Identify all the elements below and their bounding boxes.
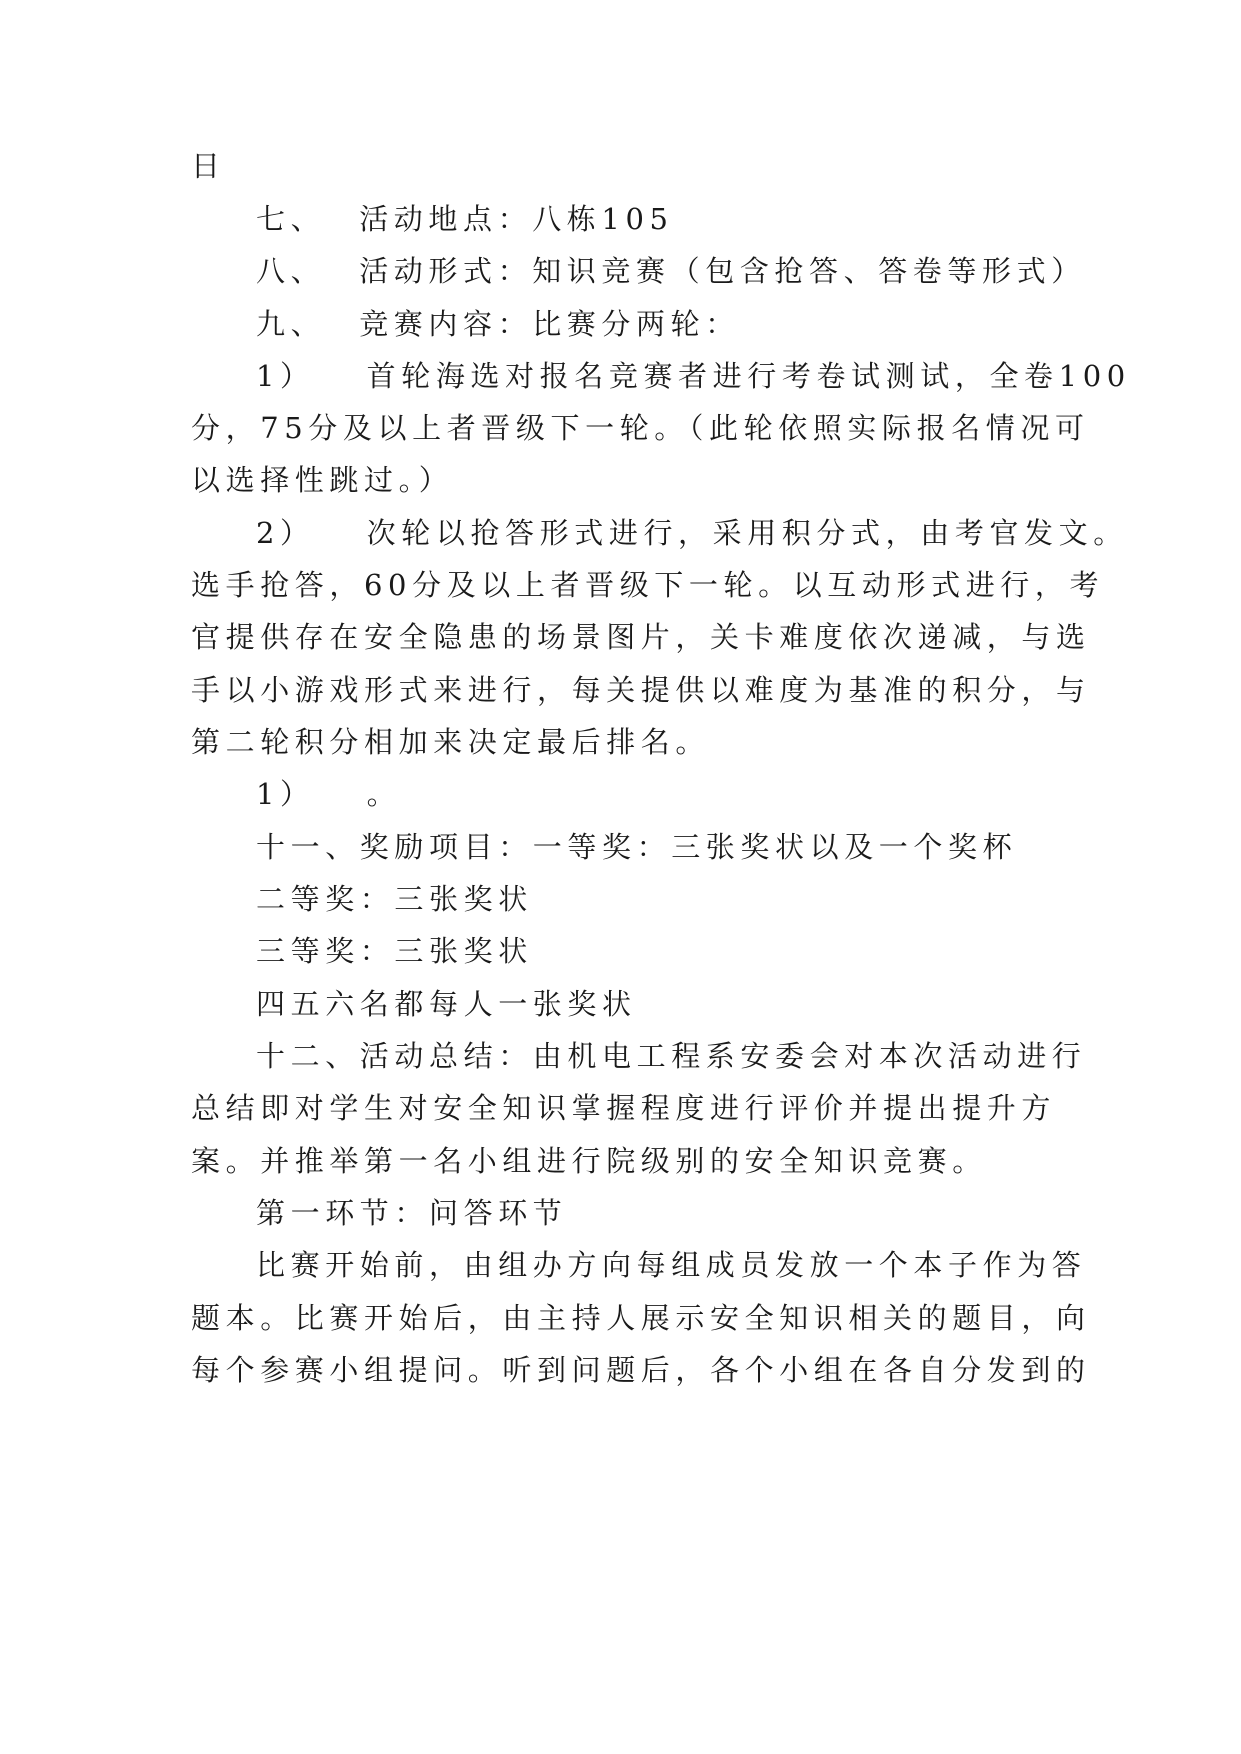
section-11: 十一、奖励项目：一等奖：三张奖状以及一个奖杯 (256, 830, 1018, 864)
prize-fourth-to-sixth: 四五六名都每人一张奖状 (256, 987, 637, 1021)
round-2-line-3: 官提供存在安全隐患的场景图片，关卡难度依次递减，与选 (191, 620, 1091, 654)
section-text: 活动形式：知识竞赛（包含抢答、答卷等形式） (359, 254, 1086, 288)
item-text: 。 (366, 777, 402, 811)
item-number: 2） (256, 516, 315, 550)
rules-line-3: 每个参赛小组提问。听到问题后，各个小组在各自分发到的 (191, 1353, 1091, 1387)
section-text: 活动地点：八栋105 (359, 202, 674, 236)
item-empty (256, 774, 401, 814)
round-2-line-5: 第二轮积分相加来决定最后排名。 (191, 725, 711, 759)
section-text: 竞赛内容：比赛分两轮： (359, 307, 740, 341)
section-number: 九、 (256, 307, 326, 341)
round-1-line-2: 分，75分及以上者晋级下一轮。（此轮依照实际报名情况可 (191, 411, 1090, 445)
section-7 (256, 199, 674, 239)
prize-third: 三等奖：三张奖状 (256, 934, 533, 968)
section-number: 七、 (256, 202, 326, 236)
section-number: 八、 (256, 254, 326, 288)
round-2-line-4: 手以小游戏形式来进行，每关提供以难度为基准的积分，与 (191, 673, 1091, 707)
rules-line-2: 题本。比赛开始后，由主持人展示安全知识相关的题目，向 (191, 1301, 1091, 1335)
prize-second: 二等奖：三张奖状 (256, 882, 533, 916)
section-12-line-1: 十二、活动总结：由机电工程系安委会对本次活动进行 (256, 1039, 1087, 1073)
section-9 (256, 304, 740, 344)
section-12-line-3: 案。并推举第一名小组进行院级别的安全知识竞赛。 (191, 1144, 987, 1178)
item-number: 1） (256, 777, 315, 811)
text-line: 日 (191, 149, 226, 183)
item-text: 次轮以抢答形式进行，采用积分式，由考官发文。 (366, 516, 1128, 550)
round-2-line-2: 选手抢答，60分及以上者晋级下一轮。以互动形式进行，考 (191, 568, 1105, 602)
round-1-line-3: 以选择性跳过。） (191, 463, 454, 497)
item-text: 首轮海选对报名竞赛者进行考卷试测试，全卷100 (366, 359, 1131, 393)
round-1-line-1 (256, 356, 1131, 396)
rules-line-1: 比赛开始前，由组办方向每组成员发放一个本子作为答 (256, 1248, 1087, 1282)
section-12-line-2: 总结即对学生对安全知识掌握程度进行评价并提出提升方 (191, 1091, 1057, 1125)
stage-1-heading: 第一环节：问答环节 (256, 1196, 568, 1230)
round-2-line-1 (256, 513, 1128, 553)
item-number: 1） (256, 359, 315, 393)
section-8 (256, 251, 1086, 291)
